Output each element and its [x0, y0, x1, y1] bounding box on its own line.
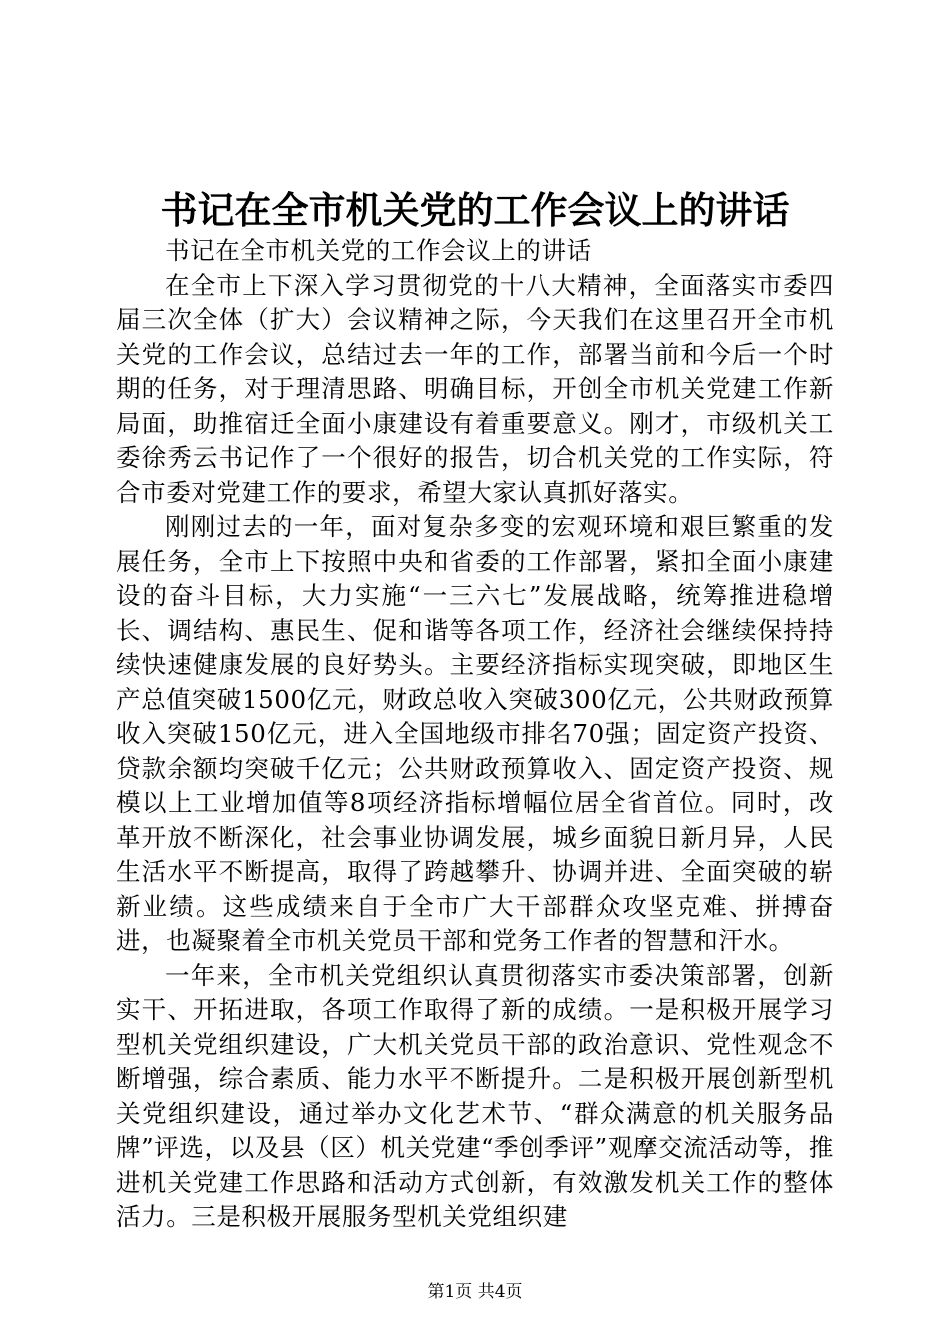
page-footer: 第1页 共4页 [427, 1282, 523, 1302]
paragraph: 刚刚过去的一年，面对复杂多变的宏观环境和艰巨繁重的发展任务，全市上下按照中央和省委的工作部署，紧扣全面小康建设的奋斗目标，大力实施“一三六七”发展战略，统筹推进稳增长、调结构、惠民生、促和谐等各项工作，经济社会继续保持持续快速健康发展的良好势头。主要经济指标实现突破，即地区生产总值突破1500亿元，财政总收入突破300亿元，公共财政预算收入突破150亿元，进入全国地级市排名70强；固定资产投资、贷款余额均突破千亿元；公共财政预算收入、固定资产投资、规模以上工业增加值等8项经济指标增幅位居全省首位。同时，改革开放不断深化，社会事业协调发展，城乡面貌日新月异，人民生活水平不断提高，取得了跨越攀升、协调并进、全面突破的崭新业绩。这些成绩来自于全市广大干部群众攻坚克难、拼搏奋进，也凝聚着全市机关党员干部和党务工作者的智慧和汗水。 [116, 512, 834, 955]
document-body [116, 234, 834, 1235]
paragraph: 一年来，全市机关党组织认真贯彻落实市委决策部署，创新实干、开拓进取，各项工作取得了新的成绩。一是积极开展学习型机关党组织建设，广大机关党员干部的政治意识、党性观念不断增强，综合素质、能力水平不断提升。二是积极开展创新型机关党组织建设，通过举办文化艺术节、“群众满意的机关服务品牌”评选，以及县（区）机关党建“季创季评”观摩交流活动等，推进机关党建工作思路和活动方式创新，有效激发机关工作的整体活力。三是积极开展服务型机关党组织建 [116, 960, 834, 1231]
document-title: 书记在全市机关党的工作会议上的讲话 [160, 188, 790, 232]
paragraph: 书记在全市机关党的工作会议上的讲话 [165, 236, 592, 265]
paragraph: 在全市上下深入学习贯彻党的十八大精神，全面落实市委四届三次全体（扩大）会议精神之际，今天我们在这里召开全市机关党的工作会议，总结过去一年的工作，部署当前和今后一个时期的任务，对于理清思路、明确目标，开创全市机关党建工作新局面，助推宿迁全面小康建设有着重要意义。刚才，市级机关工委徐秀云书记作了一个很好的报告，切合机关党的工作实际，符合市委对党建工作的要求，希望大家认真抓好落实。 [116, 270, 834, 507]
